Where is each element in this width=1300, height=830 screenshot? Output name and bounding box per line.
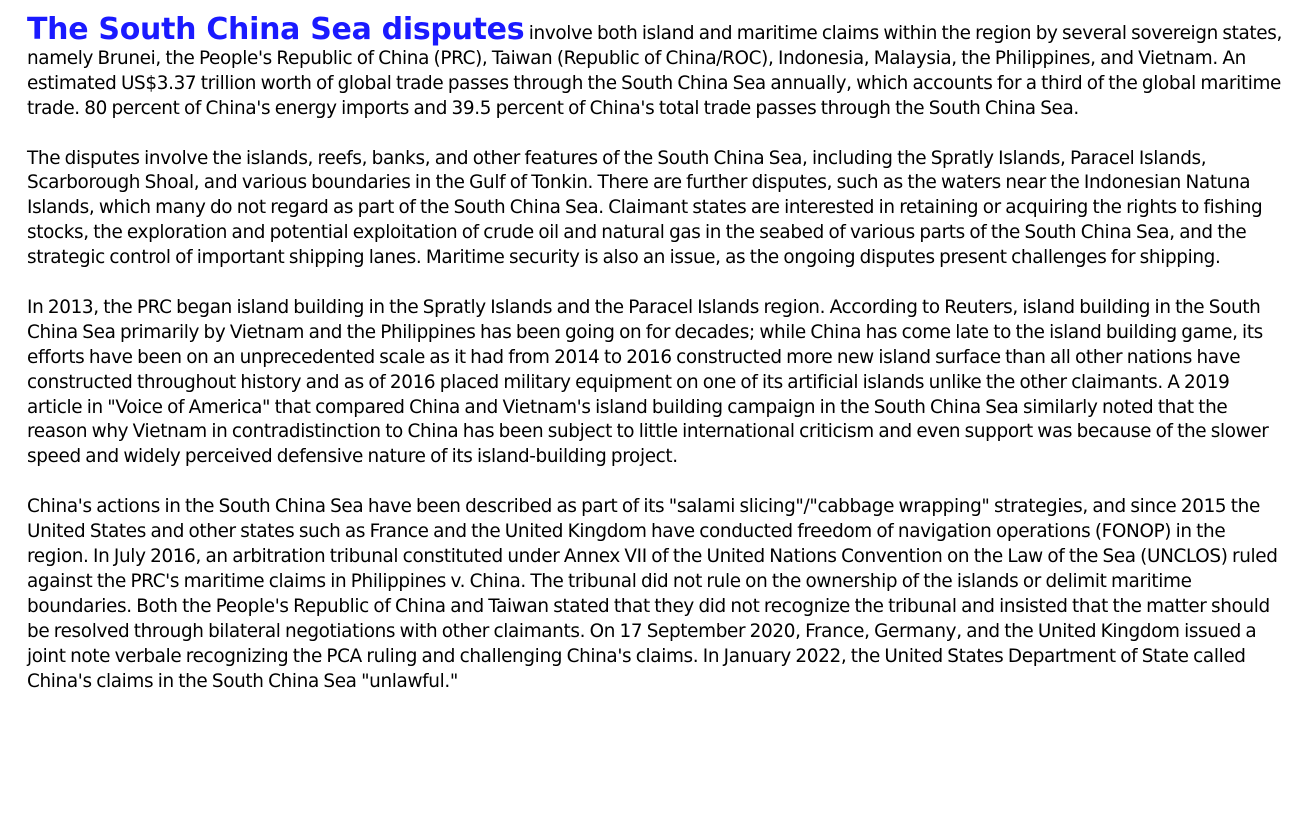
document-body [27,12,1282,694]
document-title: The South China Sea disputes [27,12,525,47]
intro-text: involve both island and maritime claims within the region by several sovereign states, namely Brunei, the People's Republic of China (PRC), Taiwan (Republic of China/ROC), Indonesia, Malaysia, the Philippines, and Vietnam. An estimated US$3.37 trillion worth of global trade passes through the South China Sea annually, which accounts for a third of the global maritime trade. 80 percent of China's energy imports and 39.5 percent of China's total trade passes through the South China Sea. [27,23,1282,119]
paragraph-arbitration: China's actions in the South China Sea have been described as part of its "salami slicing"/"cabbage wrapping" strategies, and since 2015 the United States and other states such as France and the United Kingdom have conducted freedom of navigation operations (FONOP) in the region. In July 2016, an arbitration tribunal constituted under Annex VII of the United Nations Convention on the Law of the Sea (UNCLOS) ruled against the PRC's maritime claims in Philippines v. China. The tribunal did not rule on the ownership of the islands or delimit maritime boundaries. Both the People's Republic of China and Taiwan stated that they did not recognize the tribunal and insisted that the matter should be resolved through bilateral negotiations with other claimants. On 17 September 2020, France, Germany, and the United Kingdom issued a joint note verbale recognizing the PCA ruling and challenging China's claims. In January 2022, the United States Department of State called China's claims in the South China Sea "unlawful." [27,496,1278,692]
intro-paragraph [27,12,1282,122]
paragraph-disputes: The disputes involve the islands, reefs, banks, and other features of the South China Sea, including the Spratly Islands, Paracel Islands, Scarborough Shoal, and various boundaries in the Gulf of Tonkin. There are further disputes, such as the waters near the Indonesian Natuna Islands, which many do not regard as part of the South China Sea. Claimant states are interested in retaining or acquiring the rights to fishing stocks, the exploration and potential exploitation of crude oil and natural gas in the seabed of various parts of the South China Sea, and the strategic control of important shipping lanes. Maritime security is also an issue, as the ongoing disputes present challenges for shipping. [27,147,1263,269]
paragraph-island-building: In 2013, the PRC began island building in the Spratly Islands and the Paracel Islands region. According to Reuters, island building in the South China Sea primarily by Vietnam and the Philippines has been going on for decades; while China has come late to the island building game, its efforts have been on an unprecedented scale as it had from 2014 to 2016 constructed more new island surface than all other nations have constructed throughout history and as of 2016 placed military equipment on one of its artificial islands unlike the other claimants. A 2019 article in "Voice of America" that compared China and Vietnam's island building campaign in the South China Sea similarly noted that the reason why Vietnam in contradistinction to China has been subject to little international criticism and even support was because of the slower speed and widely perceived defensive nature of its island-building project. [27,296,1269,468]
